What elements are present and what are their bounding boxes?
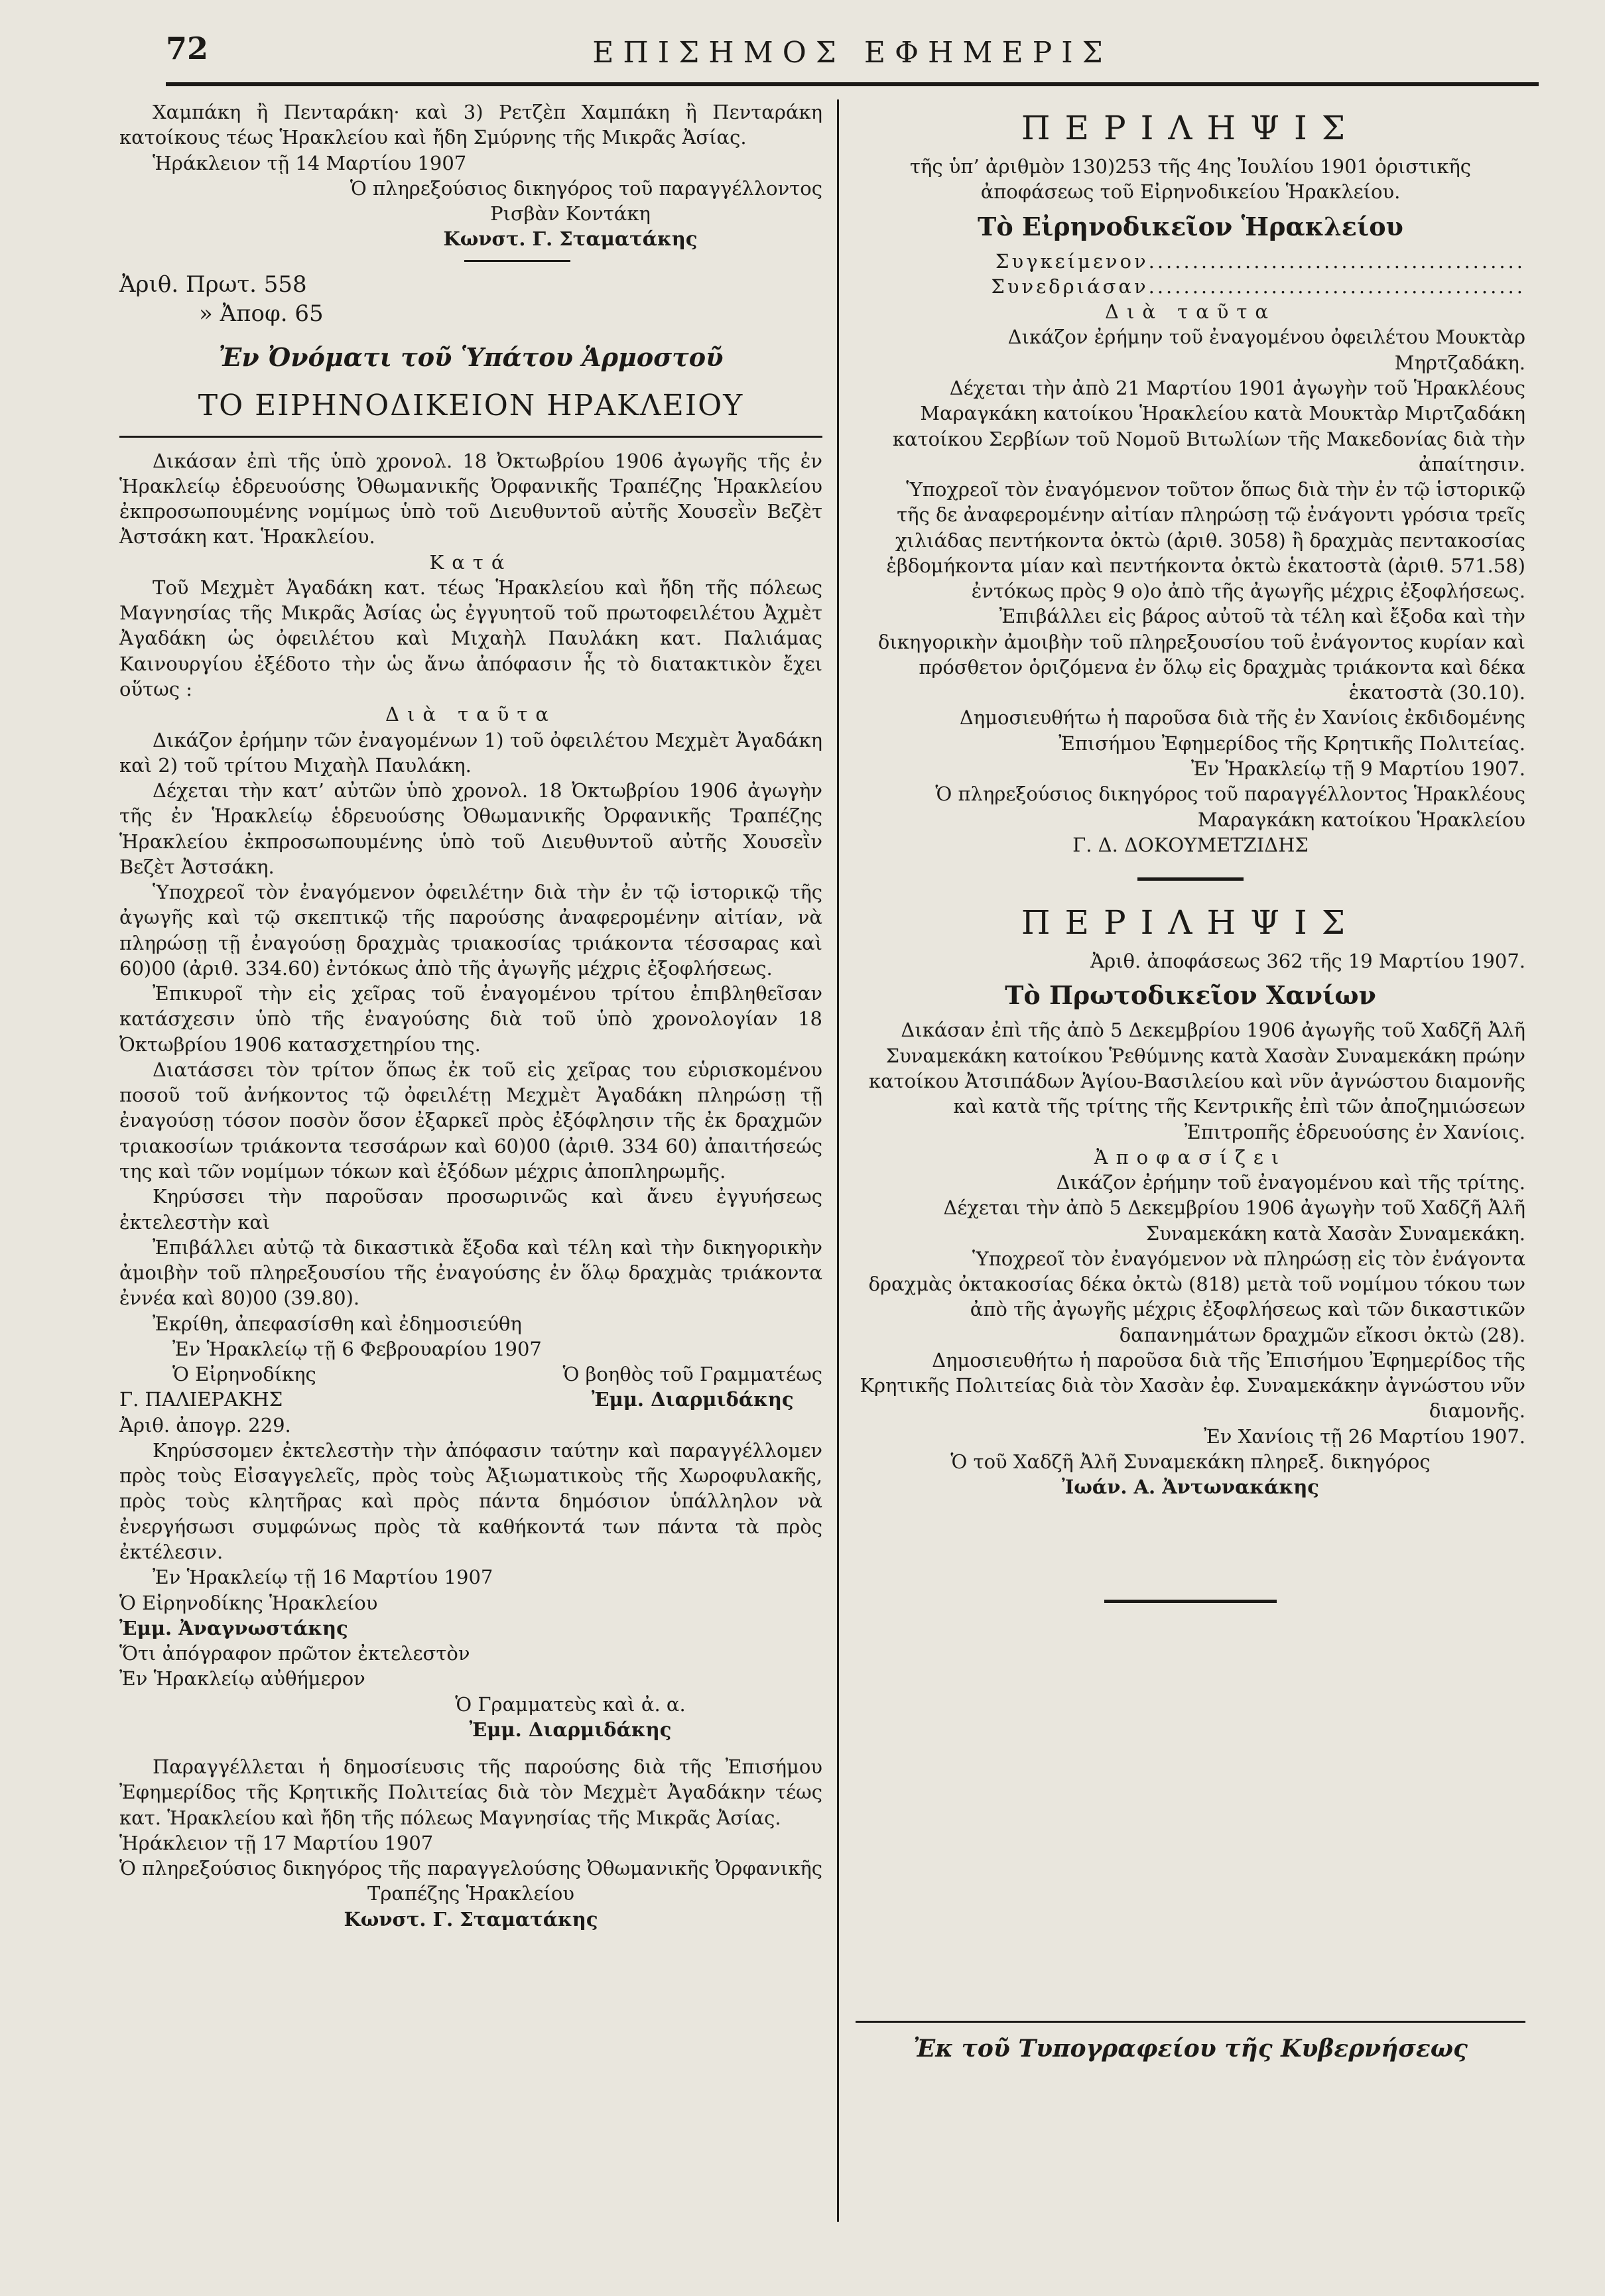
signature-role: Ὁ πληρεξούσιος δικηγόρος τῆς παραγγελούσης Ὀθωμανικῆς Ὀρφανικῆς Τραπέζης Ἡρακλείου	[119, 1857, 822, 1905]
signature-role: Ὁ Εἰρηνοδίκης	[172, 1363, 316, 1386]
intro-signature-name: Κωνστ. Γ. Σταματάκης	[443, 227, 698, 251]
printer-footer: Ἐκ τοῦ Τυπογραφείου τῆς Κυβερνήσεως	[913, 2034, 1468, 2063]
intro-signature-role: Ὁ πληρεξούσιος δικηγόρος τοῦ παραγγέλλοντος	[350, 176, 822, 200]
sat-line: Συνεδριάσαν...........................................	[991, 275, 1525, 298]
paragraph: Ἐπικυροῖ τὴν εἰς χεῖρας τοῦ ἐναγομένου τρίτου ἐπιβληθεῖσαν κατάσχεσιν ὑπὸ τῆς ἐναγούσης διὰ τοῦ ὑπὸ χρονολογίαν 18 Ὀκτωβρίου 1906 κατασχετηρίου της.	[119, 982, 822, 1056]
end-rule	[1104, 1600, 1277, 1603]
paragraph: Ἐπιβάλλει εἰς βάρος αὐτοῦ τὰ τέλη καὶ ἔξοδα καὶ τὴν δικηγορικὴν ἀμοιβὴν τοῦ πληρεξουσίου τοῦ ἐνάγοντος κυρίαν καὶ πρόσθετον ὁριζόμενα ἐν ὅλῳ εἰς δραχμὰς τριάκοντα καὶ δέκα ἑκατοστὰ (30.10).	[877, 605, 1525, 704]
signature-block-assistant	[563, 1362, 822, 1413]
signature-name: Ἐμμ. Ἀναγνωστάκης	[119, 1616, 348, 1639]
dated-line: Ἐν Χανίοις τῇ 26 Μαρτίου 1907.	[1204, 1425, 1525, 1448]
page-number: 72	[166, 31, 209, 66]
decides-heading: Ἀποφασίζει	[1094, 1145, 1287, 1169]
summary-heading: ΠΕΡΙΛΗΨΙΣ	[1021, 903, 1360, 942]
signature-role: Ὁ Εἰρηνοδίκης Ἡρακλείου	[119, 1591, 378, 1614]
paragraph: Ὁ πληρεξούσιος δικηγόρος τοῦ παραγγέλλοντος Ἡρακλέους Μαραγκάκη κατοίκου Ἡρακλείου	[935, 783, 1525, 831]
paragraph: Κηρύσσει τὴν παροῦσαν προσωρινῶς καὶ ἄνευ ἐγγυήσεως ἐκτελεστὴν καὶ	[119, 1185, 822, 1234]
for-these-reasons-heading: Διὰ ταῦτα	[1105, 300, 1276, 324]
column-divider	[837, 99, 839, 2222]
intro-text: Χαμπάκη ἢ Πενταράκη· καὶ 3) Ρετζὲπ Χαμπάκη ἢ Πενταράκη κατοίκους τέως Ἡρακλείου καὶ ἤδη Σμύρνης τῆς Μικρᾶς Ἀσίας.	[119, 101, 822, 149]
intro-signature-client: Ρισβὰν Κοντάκη	[490, 202, 651, 225]
court-heading: ΤΟ ΕΙΡΗΝΟΔΙΚΕΙΟΝ ΗΡΑΚΛΕΙΟΥ	[198, 388, 744, 422]
paragraph: Ὑποχρεοῖ τὸν ἐναγόμενον ὀφειλέτην διὰ τὴν ἐν τῷ ἱστορικῷ τῆς ἀγωγῆς καὶ τῷ σκεπτικῷ τῆς παρούσης ἀναφερομένην αἰτίαν, νὰ πληρώσῃ τῇ ἐναγούσῃ δραχμὰς τριακοσίας τριάκοντα τέσσαρας καὶ 60)00 (ἀριθ. 334.60) ἐντόκως ἀπὸ τῆς ἀγωγῆς μέχρις ἐξοφλήσεως.	[119, 881, 822, 980]
paragraph: Δικάσαν ἐπὶ τῆς ἀπὸ 5 Δεκεμβρίου 1906 ἀγωγῆς τοῦ Χαδζῆ Ἀλῆ Συναμεκάκη κατοίκου Ῥεθύμνης κατὰ Χασὰν Συναμεκάκη πρώην κατοίκου Ἀτσιπάδων Ἁγίου-Βασιλείου καὶ νῦν ἀγνώστου διαμονῆς καὶ κατὰ τῆς τρίτης τῆς Κεντρικῆς ἐπὶ τῶν ἀποζημιώσεων Ἐπιτροπῆς ἑδρευούσης ἐν Χανίοις.	[868, 1019, 1525, 1143]
paragraph: Δέχεται τὴν κατ’ αὐτῶν ὑπὸ χρονολ. 18 Ὀκτωβρίου 1906 ἀγωγὴν τῆς ἐν Ἡρακλείῳ ἑδρευούσης Ὀθωμανικῆς Ὀρφανικῆς Τραπέζης Ἡρακλείου ἐκπροσωπουμένης ὑπὸ τοῦ Διευθυντοῦ αὐτῆς Χουσεῒν Βεζὲτ Ἀστσάκη.	[119, 779, 822, 878]
paragraph: Παραγγέλλεται ἡ δημοσίευσις τῆς παρούσης διὰ τῆς Ἐπισήμου Ἐφημερίδος τῆς Κρητικῆς Πολιτείας διὰ τὸν Μεχμὲτ Ἀγαδάκην τέως κατ. Ἡρακλείου καὶ ἤδη τῆς πόλεως Μαγνησίας τῆς Μικρᾶς Ἀσίας.	[119, 1755, 822, 1829]
page-header	[166, 27, 1539, 86]
paragraph: Ἐκρίθη, ἀπεφασίσθη καὶ ἐδημοσιεύθη	[153, 1312, 522, 1335]
paragraph: Δέχεται τὴν ἀπὸ 21 Μαρτίου 1901 ἀγωγὴν τοῦ Ἡρακλέους Μαραγκάκη κατοίκου Ἡρακλείου κατὰ Μουκτὰρ Μιρτζαδάκη κατοίκου Σερβίων τοῦ Νομοῦ Βιτωλίων τῆς Μακεδονίας διὰ τὴν ἀπαίτησιν.	[892, 377, 1525, 476]
paragraph: Δημοσιευθήτω ἡ παροῦσα διὰ τῆς Ἐπισήμου Ἐφημερίδος τῆς Κρητικῆς Πολιτείας διὰ τὸν Χασὰν ἐφ. Συναμεκάκην ἀγνώστου νῦν διαμονῆς.	[860, 1348, 1525, 1423]
paragraph: Ἐπιβάλλει αὐτῷ τὰ δικαστικὰ ἔξοδα καὶ τέλη καὶ τὴν δικηγορικὴν ἀμοιβὴν τοῦ πληρεξουσίου τῆς ἐναγούσης ἐν ὅλῳ δραχμὰς τριάκοντα ἐννέα καὶ 80)00 (39.80).	[119, 1236, 822, 1310]
summary-subheading: τῆς ὑπ’ ἀριθμὸν 130)253 τῆς 4ης Ἰουλίου 1901 ὁριστικῆς ἀποφάσεως τοῦ Εἰρηνοδικείου Ἡρακλείου.	[909, 155, 1472, 204]
dated-line: Ἐν Ἡρακλείῳ αὐθήμερον	[119, 1667, 365, 1690]
separator-rule	[464, 260, 570, 262]
signature-name: Ἐμμ. Διαρμιδάκης	[469, 1718, 672, 1741]
paragraph: Διατάσσει τὸν τρίτον ὅπως ἐκ τοῦ εἰς χεῖρας του εὑρισκομένου ποσοῦ τοῦ ἀνήκοντος τῷ ὀφειλέτῃ Μεχμὲτ Ἀγαδάκη πληρώσῃ τῇ ἐναγούσῃ τόσον ποσὸν ὅσον ἐξαρκεῖ πρὸς ἐξόφλησιν τῆς ἐκ δραχμῶν τριακοσίων τριάκοντα τεσσάρων καὶ 60)00 (ἀριθ. 334 60) ἀπαιτήσεώς της καὶ τῶν νομίμων τόκων καὶ ἐξόδων μέχρις ἀποπληρωμῆς.	[119, 1058, 822, 1183]
paragraph: Κηρύσσομεν ἐκτελεστὴν τὴν ἀπόφασιν ταύτην καὶ παραγγέλλομεν πρὸς τοὺς Εἰσαγγελεῖς, πρὸς τοὺς Ἀξιωματικοὺς τῆς Χωροφυλακῆς, πρὸς τοὺς κλητῆρας καὶ πρὸς πάντα δημόσιον ὑπάλληλον νὰ ἐνεργήσωσι συμφώνως πρὸς τὰ καθήκοντά των πάντα τὰ πρὸς ἐκτέλεσιν.	[119, 1438, 822, 1563]
signature-role: Ὁ Γραμματεὺς καὶ ἀ. α.	[455, 1692, 686, 1716]
separator-rule	[1137, 877, 1244, 881]
decision-number: » Ἀποφ. 65	[199, 300, 324, 328]
paragraph: Δημοσιευθήτω ἡ παροῦσα διὰ τῆς ἐν Χανίοις ἐκδιδομένης Ἐπισήμου Ἐφημερίδος τῆς Κρητικῆς Πολιτείας.	[959, 706, 1525, 755]
signature-name: Ἰωάν. Α. Ἀντωνακάκης	[1062, 1476, 1319, 1499]
paragraph: Δικάζον ἐρήμην τοῦ ἐναγομένου καὶ τῆς τρίτης.	[1056, 1171, 1525, 1194]
signature-role: Ὁ τοῦ Χαδζῆ Ἀλῆ Συναμεκάκη πληρεξ. δικηγόρος	[950, 1450, 1431, 1473]
paragraph: Ὅτι ἀπόγραφον πρῶτον ἐκτελεστὸν	[119, 1642, 470, 1665]
paragraph: Τοῦ Μεχμὲτ Ἀγαδάκη κατ. τέως Ἡρακλείου καὶ ἤδη τῆς πόλεως Μαγνησίας τῆς Μικρᾶς Ἀσίας ὡς ἐγγυητοῦ τοῦ πρωτοφειλέτου Ἀχμὲτ Ἀγαδάκη ὡς ὀφειλέτου καὶ Μιχαὴλ Παυλάκη κατ. Παλιάμας Καινουργίου ἐξέδοτο τὴν ὡς ἄνω ἀπόφασιν ἧς τὸ διατακτικὸν ἔχει οὕτως :	[119, 576, 822, 700]
footer-rule	[856, 2021, 1525, 2023]
for-these-reasons-heading: Διὰ ταῦτα	[385, 703, 556, 726]
dated-line: Ἐν Ἡρακλείῳ τῇ 6 Φεβρουαρίου 1907	[172, 1337, 542, 1360]
paragraph: Ὑποχρεοῖ τὸν ἐναγόμενον τοῦτον ὅπως διὰ τὴν ἐν τῷ ἱστορικῷ τῆς δε ἀναφερομένην αἰτίαν πληρώσῃ τῷ ἐνάγοντι γρόσια τρεῖς χιλιάδας πεντήκοντα ὀκτὼ (ἀριθ. 3058) ἢ δραχμὰς πεντακοσίας ἑβδομήκοντα μίαν καὶ πεντήκοντα ὀκτὼ ἑκατοστὰ (ἀριθ. 571.58) ἐντόκως πρὸς 9 ο)ο ἀπὸ τῆς ἀγωγῆς μέχρις ἐξοφλήσεως.	[886, 478, 1525, 603]
signature-name: Ἐμμ. Διαρμιδάκης	[591, 1388, 794, 1411]
journal-title: ΕΠΙΣΗΜΟΣ ΕΦΗΜΕΡΙΣ	[592, 36, 1112, 70]
right-column	[856, 99, 1525, 2065]
composed-line: Συγκείμενον...........................................	[995, 249, 1525, 273]
signature-block-judge	[119, 1362, 316, 1413]
in-the-name-heading: Ἐν Ὀνόματι τοῦ Ὑπάτου Ἁρμοστοῦ	[218, 342, 724, 373]
dated-line: Ἡράκλειον τῇ 17 Μαρτίου 1907	[119, 1831, 434, 1854]
paragraph: Δέχεται τὴν ἀπὸ 5 Δεκεμβρίου 1906 ἀγωγὴν τοῦ Χαδζῆ Ἀλῆ Συναμεκάκη κατὰ Χασὰν Συναμεκάκη.	[943, 1196, 1525, 1245]
copy-number: Ἀριθ. ἀπογρ. 229.	[119, 1413, 291, 1436]
summary-heading: ΠΕΡΙΛΗΨΙΣ	[1021, 109, 1360, 147]
against-heading: Κατά	[429, 550, 513, 574]
summary-subheading: Ἀριθ. ἀποφάσεως 362 τῆς 19 Μαρτίου 1907.	[1090, 950, 1525, 973]
signature-name: Γ. ΠΑΛΙΕΡΑΚΗΣ	[119, 1388, 283, 1411]
header-rule	[166, 82, 1539, 86]
court-heading: Τὸ Εἰρηνοδικεῖον Ἡρακλείου	[978, 211, 1403, 241]
left-column	[119, 99, 822, 1932]
paragraph: Δικάζον ἐρήμην τῶν ἐναγομένων 1) τοῦ ὀφειλέτου Μεχμὲτ Ἀγαδάκη καὶ 2) τοῦ τρίτου Μιχαὴλ Παυλάκη.	[119, 728, 822, 777]
protocol-number: Ἀριθ. Πρωτ. 558	[119, 271, 307, 298]
paragraph: Δικάσαν ἐπὶ τῆς ὑπὸ χρονολ. 18 Ὀκτωβρίου 1906 ἀγωγῆς τῆς ἐν Ἡρακλείῳ ἑδρευούσης Ὀθωμανικῆς Ὀρφανικῆς Τραπέζης Ἡρακλείου ἐκπροσωπουμένης νομίμως ὑπὸ τοῦ Διευθυντοῦ αὐτῆς Χουσεῒν Βεζὲτ Ἀστσάκη κατ. Ἡρακλείου.	[119, 449, 822, 548]
dated-line: Ἐν Ἡρακλείῳ τῇ 9 Μαρτίου 1907.	[1190, 757, 1525, 780]
signature-name: Κωνστ. Γ. Σταματάκης	[344, 1907, 598, 1931]
signature-name: Γ. Δ. ΔΟΚΟΥΜΕΤΖΙΔΗΣ	[1072, 833, 1309, 856]
paragraph: Ὑποχρεοῖ τὸν ἐναγόμενον νὰ πληρώσῃ εἰς τὸν ἐνάγοντα δραχμὰς ὀκτακοσίας δέκα ὀκτὼ (818) μετὰ τοῦ νομίμου τόκου των ἀπὸ τῆς ἀγωγῆς μέχρις ἐξοφλήσεως καὶ τῶν δικαστικῶν δαπανημάτων δραχμῶν εἴκοσι ὀκτὼ (28).	[868, 1247, 1525, 1346]
separator-rule	[119, 436, 822, 438]
signatures-row	[119, 1362, 822, 1413]
intro-date: Ἡράκλειον τῇ 14 Μαρτίου 1907	[153, 151, 467, 174]
court-heading: Τὸ Πρωτοδικεῖον Χανίων	[1005, 980, 1376, 1011]
paragraph: Δικάζον ἐρήμην τοῦ ἐναγομένου ὀφειλέτου Μουκτὰρ Μηρτζαδάκη.	[1007, 326, 1525, 374]
dated-line: Ἐν Ἡρακλείῳ τῇ 16 Μαρτίου 1907	[153, 1566, 493, 1589]
signature-role: Ὁ βοηθὸς τοῦ Γραμματέως	[562, 1363, 822, 1386]
